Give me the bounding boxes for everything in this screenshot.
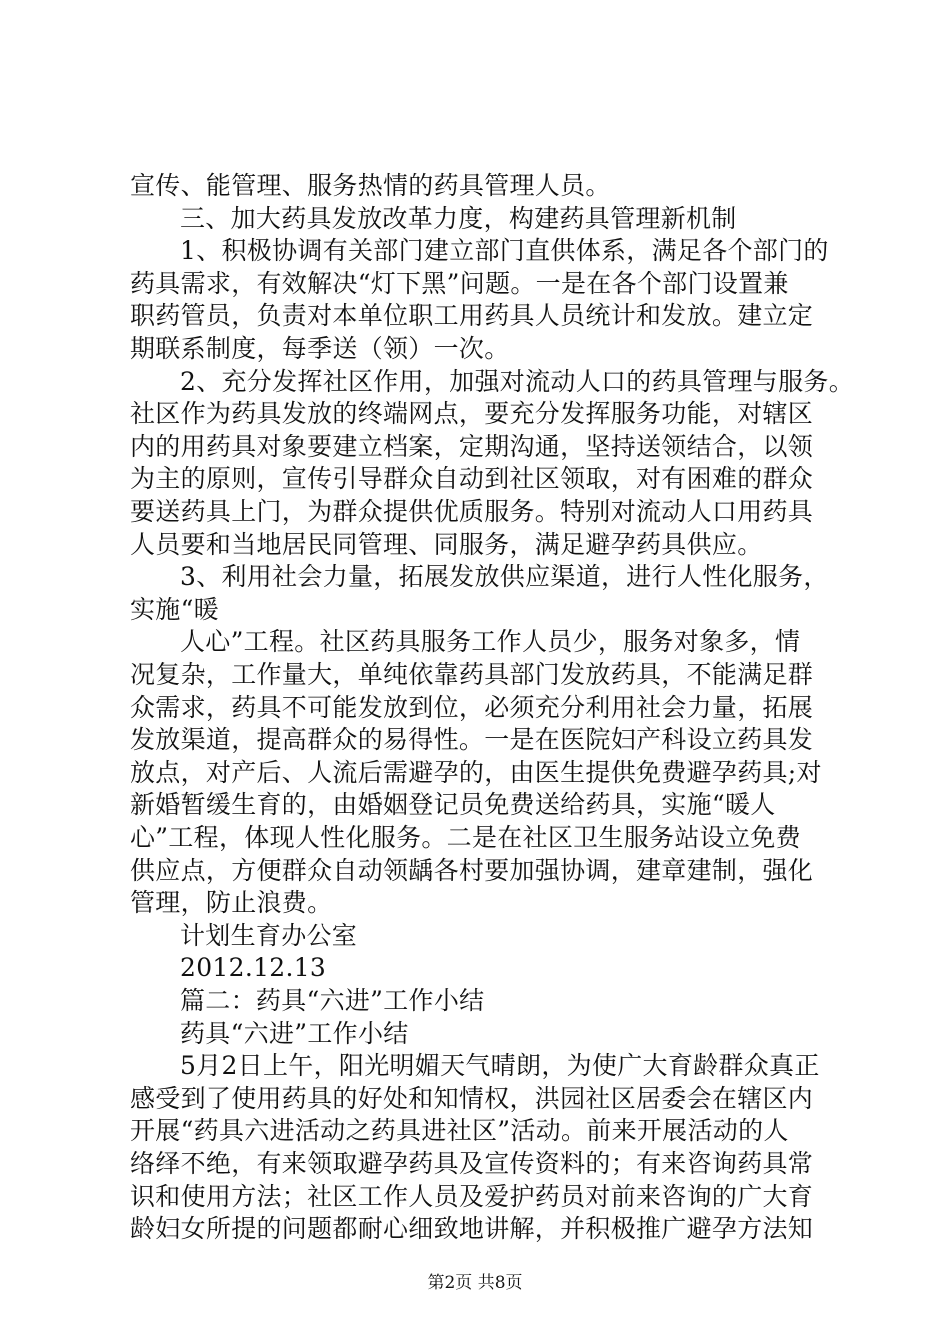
signature-office: 计划生育办公室 (180, 920, 358, 950)
text-line: 职药管员，负责对本单位职工用药具人员统计和发放。建立定 (130, 301, 814, 331)
text-line: 人员要和当地居民同管理、同服务，满足避孕药具供应。 (130, 529, 763, 559)
text-line: 5月2日上午，阳光明媚天气晴朗，为使广大育龄群众真正 (180, 1051, 820, 1081)
section-heading: 三、加大药具发放改革力度，构建药具管理新机制 (180, 203, 737, 233)
text-line: 放点，对产后、人流后需避孕的，由医生提供免费避孕药具;对 (130, 757, 822, 787)
text-line: 新婚暂缓生育的，由婚姻登记员免费送给药具，实施“暖人 (130, 790, 776, 820)
text-line: 况复杂，工作量大，单纯依靠药具部门发放药具，不能满足群 (130, 660, 814, 689)
text-line: 实施“暖 (130, 594, 219, 624)
text-line: 要送药具上门，为群众提供优质服务。特别对流动人口用药具 (130, 497, 814, 526)
text-line: 宣传、能管理、服务热情的药具管理人员。 (130, 171, 611, 200)
text-line: 供应点，方便群众自动领龋各村要加强协调，建章建制，强化 (130, 855, 814, 885)
text-line: 人心”工程。社区药具服务工作人员少，服务对象多，情 (180, 627, 801, 657)
article-title: 药具“六进”工作小结 (180, 1018, 409, 1048)
text-line: 2、充分发挥社区作用，加强对流动人口的药具管理与服务。 (180, 366, 855, 396)
signature-date: 2012.12.13 (180, 953, 327, 983)
text-line: 内的用药具对象要建立档案，定期沟通，坚持送领结合，以领 (130, 431, 814, 461)
text-line: 期联系制度，每季送（领）一次。 (130, 334, 510, 363)
text-line: 为主的原则，宣传引导群众自动到社区领取，对有困难的群众 (130, 464, 814, 494)
text-line: 1、积极协调有关部门建立部门直供体系，满足各个部门的 (180, 236, 829, 266)
text-line: 众需求，药具不可能发放到位，必须充分利用社会力量，拓展 (130, 692, 814, 722)
chapter-heading: 篇二：药具“六进”工作小结 (180, 986, 485, 1015)
text-line: 龄妇女所提的问题都耐心细致地讲解，并积极推广避孕方法知 (130, 1214, 814, 1244)
text-line: 络绎不绝，有来领取避孕药具及宣传资料的；有来咨询药具常 (130, 1149, 814, 1178)
text-line: 发放渠道，提高群众的易得性。一是在医院妇产科设立药具发 (130, 725, 814, 755)
text-line: 感受到了使用药具的好处和知情权，洪园社区居委会在辖区内 (130, 1083, 814, 1113)
text-line: 识和使用方法；社区工作人员及爱护药员对前来咨询的广大育 (130, 1181, 814, 1211)
text-line: 开展“药具六进活动之药具进社区”活动。前来开展活动的人 (130, 1116, 789, 1146)
text-line: 心”工程，体现人性化服务。二是在社区卫生服务站设立免费 (130, 823, 801, 852)
text-line: 药具需求，有效解决“灯下黑”问题。一是在各个部门设置兼 (130, 268, 789, 298)
text-line: 社区作为药具发放的终端网点，要充分发挥服务功能，对辖区 (130, 399, 814, 429)
text-line: 3、利用社会力量，拓展发放供应渠道，进行人性化服务， (180, 562, 829, 592)
text-line: 管理，防止浪费。 (130, 888, 333, 918)
page-footer: 第2页 共8页 (427, 1273, 523, 1293)
